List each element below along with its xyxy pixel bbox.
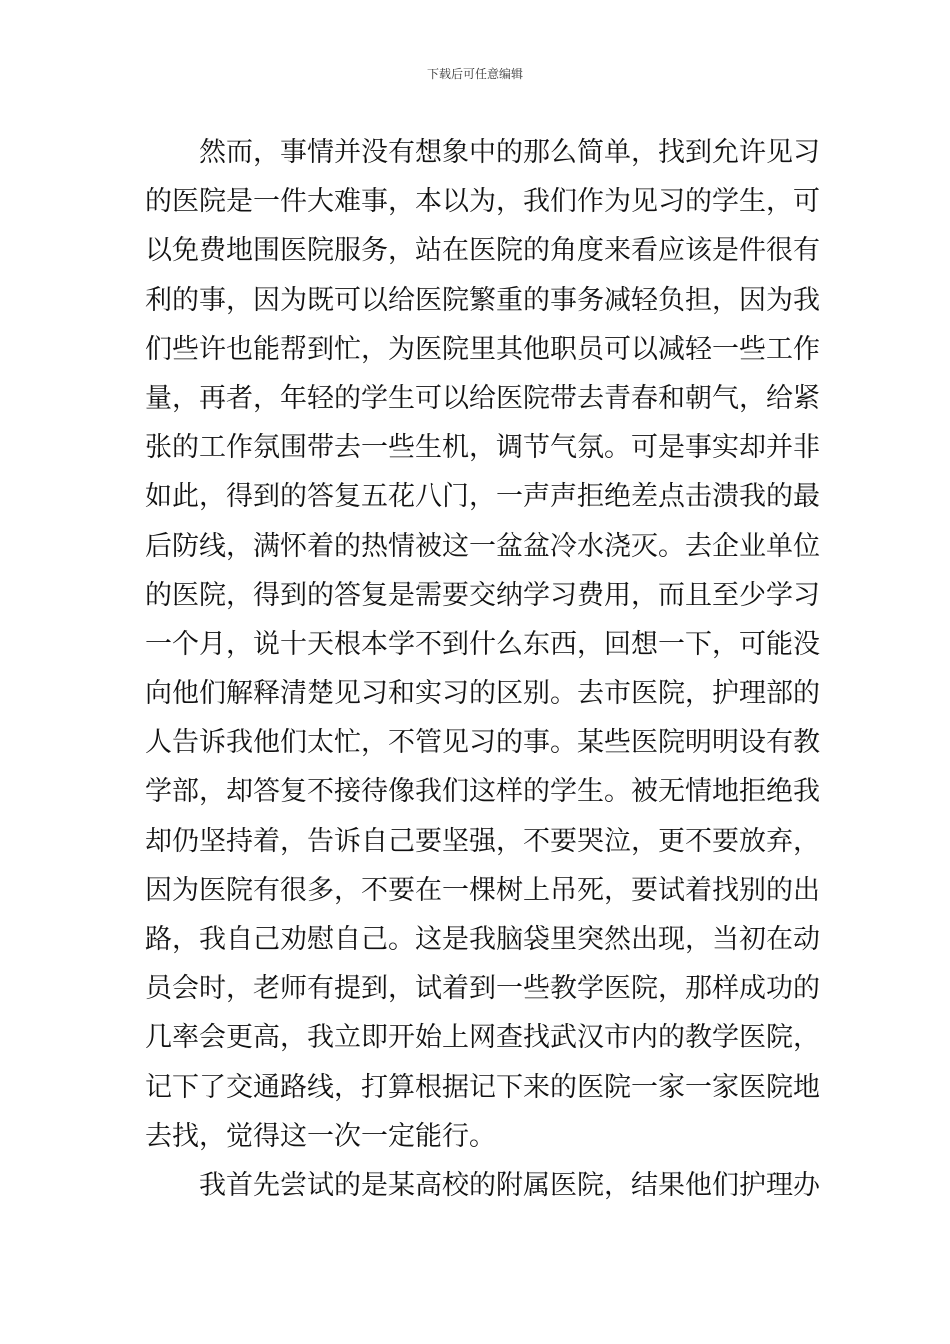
text-line: 我首先尝试的是某高校的附属医院，结果他们护理办 <box>199 1169 820 1201</box>
text-line: 们些许也能帮到忙，为医院里其他职员可以减轻一些工作 <box>145 333 820 365</box>
text-line: 向他们解释清楚见习和实习的区别。去市医院，护理部的 <box>145 678 820 710</box>
text-line: 路，我自己劝慰自己。这是我脑袋里突然出现，当初在动 <box>145 924 820 955</box>
document-body <box>145 128 820 1210</box>
text-line: 却仍坚持着，告诉自己要坚强，不要哭泣，更不要放弃， <box>145 825 820 857</box>
text-line: 记下了交通路线，打算根据记下来的医院一家一家医院地 <box>145 1071 820 1103</box>
text-line: 去找，觉得这一次一定能行。 <box>145 1120 496 1152</box>
page-header: 下载后可任意编辑 <box>426 67 523 81</box>
paragraph-2 <box>145 1161 820 1210</box>
text-line: 然而，事情并没有想象中的那么简单，找到允许见习 <box>199 137 820 168</box>
text-line: 因为医院有很多，不要在一棵树上吊死，要试着找别的出 <box>145 874 820 906</box>
text-line: 的医院，得到的答复是需要交纳学习费用，而且至少学习 <box>145 579 820 611</box>
text-line: 员会时，老师有提到，试着到一些教学医院，那样成功的 <box>145 973 820 1005</box>
text-line: 的医院是一件大难事，本以为，我们作为见习的学生，可 <box>145 186 820 218</box>
text-line: 人告诉我他们太忙，不管见习的事。某些医院明明设有教 <box>145 727 820 759</box>
text-line: 一个月，说十天根本学不到什么东西，回想一下，可能没 <box>145 628 820 660</box>
text-line: 以免费地围医院服务，站在医院的角度来看应该是件很有 <box>145 235 820 267</box>
text-line: 学部，却答复不接待像我们这样的学生。被无情地拒绝我 <box>145 776 820 808</box>
text-line: 量，再者，年轻的学生可以给医院带去青春和朝气，给紧 <box>145 382 820 414</box>
paragraph-1 <box>145 128 820 1161</box>
text-line: 张的工作氛围带去一些生机，调节气氛。可是事实却并非 <box>145 432 820 464</box>
text-line: 几率会更高，我立即开始上网查找武汉市内的教学医院， <box>145 1022 820 1054</box>
text-line: 如此，得到的答复五花八门，一声声拒绝差点击溃我的最 <box>145 481 820 513</box>
text-line: 利的事，因为既可以给医院繁重的事务减轻负担，因为我 <box>145 284 820 316</box>
text-line: 后防线，满怀着的热情被这一盆盆冷水浇灭。去企业单位 <box>145 530 820 562</box>
